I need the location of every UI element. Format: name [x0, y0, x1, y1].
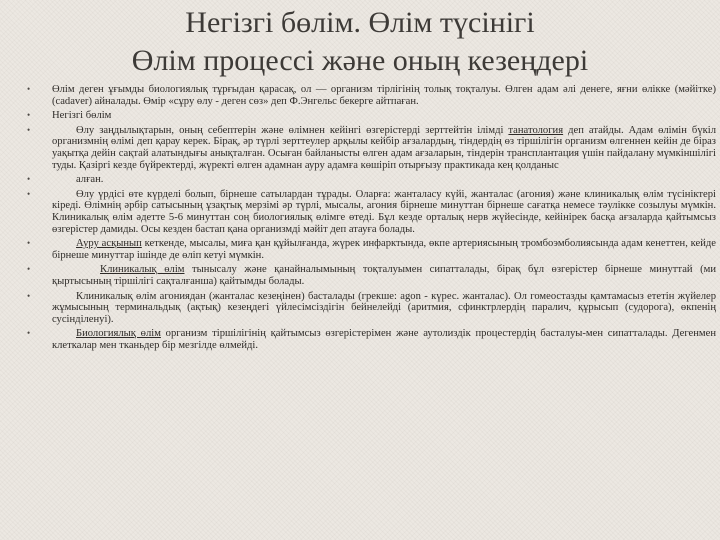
list-item [22, 125, 716, 171]
paragraph-biological-death [52, 328, 716, 351]
list-item [22, 328, 716, 351]
paragraph-thanatology [52, 125, 716, 171]
term-disease-complication: Ауру асқынып [76, 238, 142, 250]
text-segment: Клиникалық өлім агониядан (жанталас кезеңінен) басталады (грекше: agon - күрес. жанталас). Ол гомеостазды қамтамасыз ететін жүйелер жұмысының терминальдық (ақтық) кезеңдегі үйлесімсіздігін бейнелейді (аритмия, сфинктрлердің паралич, құрысып (судорога), өкпенің сусінділенуі). [52, 290, 716, 325]
term-biological-death: Биологиялық өлім [76, 328, 161, 340]
bullet-icon: • [27, 328, 31, 339]
text-segment: тынысалу және қанайналымының тоқталуымен сипатталады, бірақ бұл өзгерістер бірнеше минуттай (ми қыртысының тіршілігі сақталғанша) қайтымды болады. [52, 264, 717, 287]
text-segment: алған. [76, 174, 104, 186]
term-clinical-death: Клиникалық өлім [100, 264, 185, 276]
bullet-icon: • [27, 124, 31, 135]
text-segment: Өлу заңдылықтарын, оның себептерін және өлімнен кейінгі өзгерістерді зерттейтін ілімді [76, 124, 509, 136]
list-item [22, 264, 716, 287]
paragraph-section-label: Негізгі бөлім [52, 110, 112, 122]
slide-title [20, 4, 700, 80]
list-item [22, 84, 716, 107]
content-list [22, 84, 716, 354]
paragraph-dying-stages [52, 189, 716, 235]
list-item [22, 174, 716, 186]
list-item [22, 291, 716, 326]
term-thanatology: танатология [508, 124, 564, 136]
paragraph-clinical-death [52, 264, 716, 287]
bullet-icon: • [27, 238, 31, 249]
text-segment: организм тіршілігінің қайтымсыз өзгерістерімен және аутолиздік процестердің басталуы-мен сипатталады. Дегенмен клеткалар мен тканьдер бір мезгілде өлмейді. [52, 328, 717, 351]
bullet-icon: • [27, 174, 31, 185]
text-segment: кеткенде, мысалы, миға қан құйылғанда, жүрек инфарктында, өкпе артериясының тромбоэмболиясында адам кенеттен, кейде бірнеше минуттар ішінде де өліп кетуі мүмкін. [52, 238, 716, 261]
bullet-icon: • [27, 264, 31, 275]
paragraph-definition: Өлім деген ұғымды биологиялық тұрғыдан қарасақ, ол — организм тірлігінің толық тоқталуы. Өлген адам әлі денеге, яғни өлікке (мәйітке) (cadaver) айналады. Өмір «сұру өлу - деген сөз» деп Ф.Энгельс бекерге айтпаған. [52, 84, 716, 107]
bullet-icon: • [27, 290, 31, 301]
bullet-icon: • [27, 110, 31, 121]
bullet-icon: • [27, 188, 31, 199]
text-segment: Өлу үрдісі өте күрделі болып, бірнеше сатылардан тұрады. Оларға: жанталасу күйі, жанталас (агония) және клиникалық өлім түсініктері кіреді. Өлімнің әрбір сатысының ұзақтық мерзімі әр түрлі, мысалы, агония бірнеше минуттан бірнеше сағатқа немесе тәулікке созылуы мүмкін. Клиникалық өлім әдетте 5-6 минуттан соң биологиялық өлімге өтеді. Бұл кезде орталық нерв жүйесінде, кейінірек басқа ағзаларда қайтымсыз өзгерістер дамиды. Осы кезден бастап қана организмді мәйіт деп атауға болады. [52, 188, 716, 235]
paragraph-sudden-death [52, 238, 716, 261]
title-line-2: Өлім процессі және оның кезеңдері [131, 44, 589, 77]
list-item [22, 238, 716, 261]
bullet-icon: • [27, 84, 31, 94]
paragraph-agony [52, 291, 716, 326]
title-line-1: Негізгі бөлім. Өлім түсінігі [185, 6, 535, 39]
paragraph-fragment [52, 174, 716, 186]
list-item [22, 110, 716, 122]
list-item [22, 189, 716, 235]
text-segment: деп атайды. Адам өлімін бүкіл организмнің өлімі деп қарау керек. Бірақ, әр түрлі зерттеулер арқылы кейбір ағзалардың, тіндердің өз тіршілігін организм өлгеннен кейін де біраз уақытқа дейін сақтай алатындығы анықталған. Осыған байланысты өлген адам ағзаларын, тіндерін трансплантация үшін пайдалану мүмкіншілігі туды. Қазіргі кезде бүйректерді, жүректі өлген адамнан ауру адамға көшіріп отырғызу практикада кең қолданыс [52, 124, 716, 171]
